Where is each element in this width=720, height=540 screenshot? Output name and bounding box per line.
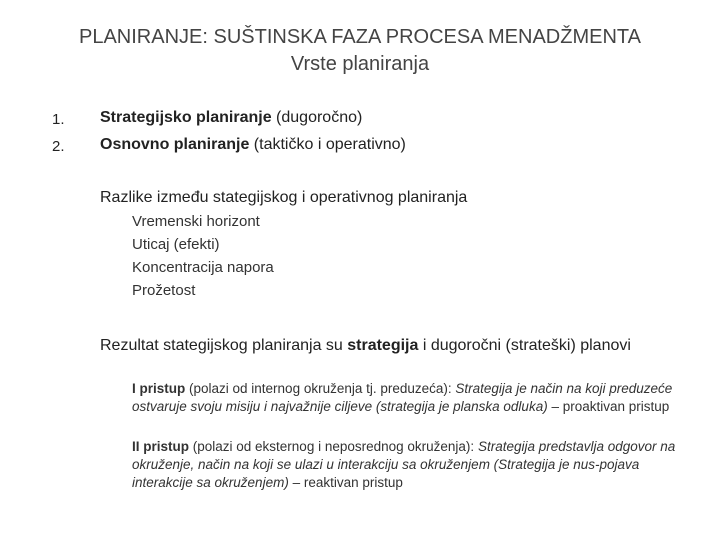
numbered-item-basic [100,136,406,154]
approach-paragraph-1 [132,380,697,416]
item-number-2: 2. [52,138,65,155]
difference-item: Koncentracija napora [132,259,274,276]
title-line-1: PLANIRANJE: SUŠTINSKA FAZA PROCESA MENADŽMENTA [79,26,641,48]
approach-2-normal: (polazi od eksternog i neposrednog okruženja): [189,439,478,454]
result-text-bold: strategija [347,337,419,354]
result-paragraph [100,336,660,356]
result-text-post: i dugoročni (strateški) planovi [418,337,631,354]
difference-item: Vremenski horizont [132,213,260,230]
title-line-2: Vrste planiranja [290,53,430,75]
approach-2-bold: II pristup [132,439,189,454]
difference-item: Uticaj (efekti) [132,236,220,253]
differences-heading: Razlike između stategijskog i operativnog planiranja [100,189,468,206]
numbered-item-strategic [100,109,362,127]
numbered-item-basic-rest: (taktičko i operativno) [249,136,406,153]
approach-1-italic: Strategija je način na koji preduzeće ostvaruje svoju misiju i najvažnije ciljeve (strategija je planska odluka) [132,381,673,414]
approach-1-normal: (polazi od internog okruženja tj. preduzeća): [185,381,456,396]
approach-1-bold: I pristup [132,381,186,396]
approach-paragraph-2 [132,438,697,492]
approach-2-tail: – reaktivan pristup [288,475,403,490]
numbered-item-basic-bold: Osnovno planiranje [100,136,250,153]
slide-title [0,24,720,78]
approach-1-tail: – proaktivan pristup [547,399,670,414]
item-number-1: 1. [52,111,65,128]
approach-2-italic: Strategija predstavlja odgovor na okruženje, način na koji se ulazi u interakciju sa okruženjem (Strategija je nus-pojava interakcije sa okruženjem) [132,439,676,490]
numbered-item-strategic-bold: Strategijsko planiranje [100,109,272,126]
result-text-pre: Rezultat stategijskog planiranja su [100,337,348,354]
difference-item: Prožetost [132,282,196,299]
numbered-item-strategic-rest: (dugoročno) [271,109,363,126]
